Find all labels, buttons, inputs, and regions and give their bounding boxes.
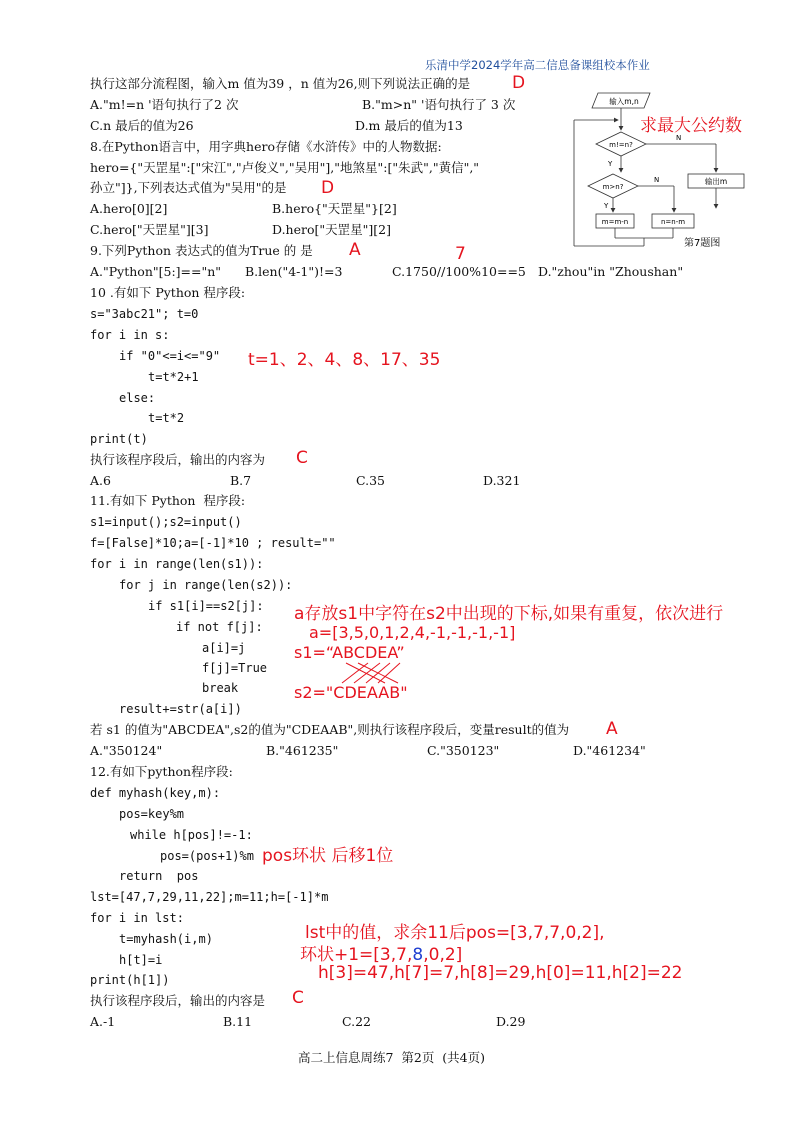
q12-option-b: B.11 xyxy=(223,1014,253,1029)
q12-code-line: for i in lst: xyxy=(90,911,184,925)
flow-yes-1: Y xyxy=(608,160,613,168)
q12-code-line: h[t]=i xyxy=(119,953,163,967)
q9-answer: A xyxy=(349,240,361,260)
flow-cond1-label: m!=n? xyxy=(609,141,633,149)
q12-note4: h[3]=47,h[7]=7,h[8]=29,h[0]=11,h[2]=22 xyxy=(318,963,683,983)
q12-answer: C xyxy=(292,988,304,1008)
q10-code-line: t=t*2+1 xyxy=(148,370,199,384)
q9-stem: 9.下列Python 表达式的值为True 的 是 xyxy=(90,243,313,258)
q7-stem: 执行这部分流程图，输入m 值为39 ，n 值为26,则下列说法正确的是 xyxy=(90,76,471,91)
q10-code-line: else: xyxy=(119,391,156,405)
q9-option-d: D."zhou"in "Zhoushan" xyxy=(538,264,684,279)
q10-stem: 10 .有如下 Python 程序段: xyxy=(90,285,246,300)
q11-code-line: a[i]=j xyxy=(202,641,246,655)
flow-cond2-label: m>n? xyxy=(602,183,624,191)
q10-code-line: t=t*2 xyxy=(148,411,185,425)
flow-input-label: 输入m,n xyxy=(609,97,639,106)
q10-note: t=1、2、4、8、17、35 xyxy=(248,350,441,370)
q11-option-c: C."350123" xyxy=(427,743,500,758)
q11-option-d: D."461234" xyxy=(573,743,646,758)
q12-option-c: C.22 xyxy=(342,1014,371,1029)
q8-line1: 8.在Python语言中，用字典hero存储《水浒传》中的人物数据: xyxy=(90,139,442,154)
q8-option-d: D.hero["天罡星"][2] xyxy=(272,222,391,237)
q11-code-line: s1=input();s2=input() xyxy=(90,515,242,529)
q7-option-c: C.n 最后的值为26 xyxy=(90,118,194,133)
flow-no-2: N xyxy=(654,176,660,184)
q12-note3-highlight: 8 xyxy=(412,945,424,965)
q12-code-line: print(h[1]) xyxy=(90,973,170,987)
q10-code-line: if "0"<=i<="9" xyxy=(119,349,221,363)
q11-note3: s1=“ABCDEA” xyxy=(294,643,405,662)
q10-option-b: B.7 xyxy=(230,473,252,488)
q11-matching-lines xyxy=(340,662,420,684)
flow-op1-label: m=m-n xyxy=(601,218,629,226)
q11-note2: a=[3,5,0,1,2,4,-1,-1,-1,-1] xyxy=(309,623,516,642)
q12-code-line: def myhash(key,m): xyxy=(90,786,221,800)
q12-code-line: while h[pos]!=-1: xyxy=(130,828,253,842)
q12-code-line: lst=[47,7,29,11,22];m=11;h=[-1]*m xyxy=(90,890,329,904)
q12-code-line: pos=key%m xyxy=(119,807,185,821)
q11-stem: 11.有如下 Python 程序段: xyxy=(90,493,246,508)
q11-code-line: for i in range(len(s1)): xyxy=(90,557,264,571)
q12-option-d: D.29 xyxy=(496,1014,526,1029)
q11-code-line: f=[False]*10;a=[-1]*10 ; result="" xyxy=(90,536,336,550)
q11-result: 若 s1 的值为"ABCDEA",s2的值为"CDEAAB",则执行该程序段后，变量result的值为 xyxy=(90,722,570,737)
flow-yes-2: Y xyxy=(604,202,609,210)
q11-code-line: if not f[j]: xyxy=(176,620,263,634)
q7-answer: D xyxy=(512,73,526,93)
q11-code-line: for j in range(len(s2)): xyxy=(119,578,293,592)
q12-stem: 12.有如下python程序段: xyxy=(90,764,233,779)
q12-code-line: return pos xyxy=(119,869,199,883)
q7-option-a: A."m!=n '语句执行了2 次 xyxy=(90,97,239,112)
page-header: 乐清中学2024学年高二信息备课组校本作业 xyxy=(425,58,650,72)
q11-note4: s2="CDEAAB" xyxy=(294,683,408,702)
q7-option-d: D.m 最后的值为13 xyxy=(355,118,463,133)
q8-option-c: C.hero["天罡星"][3] xyxy=(90,222,209,237)
q12-note3-part1: 环状+1=[3,7, xyxy=(300,945,413,965)
q10-option-c: C.35 xyxy=(356,473,385,488)
q11-note1: a存放s1中字符在s2中出现的下标,如果有重复，依次进行 xyxy=(294,604,724,624)
q10-result: 执行该程序段后，输出的内容为 xyxy=(90,452,266,467)
q12-note3-part3: ,0,2] xyxy=(423,945,463,965)
q12-note3 xyxy=(300,940,462,965)
q8-line3: 孙立"]},下列表达式值为"吴用"的是 xyxy=(90,180,287,195)
q12-option-a: A.-1 xyxy=(90,1014,116,1029)
q8-answer: D xyxy=(321,178,335,198)
q9-option-a: A."Python"[5:]=="n" xyxy=(90,264,222,279)
flow-caption: 第7题图 xyxy=(684,238,721,249)
q10-option-a: A.6 xyxy=(90,473,111,488)
q9-note: 7 xyxy=(455,244,466,264)
q7-option-b: B."m>n" '语句执行了 3 次 xyxy=(362,97,516,112)
q9-option-b: B.len("4-1")!=3 xyxy=(245,264,343,279)
flow-no-1: N xyxy=(676,134,682,142)
q10-option-d: D.321 xyxy=(483,473,521,488)
q12-code-line: pos=(pos+1)%m xyxy=(160,849,254,863)
flow-output-label: 输出m xyxy=(704,177,728,186)
q11-option-a: A."350124" xyxy=(90,743,163,758)
q12-note1: pos环状 后移1位 xyxy=(262,846,394,866)
q12-code-line: t=myhash(i,m) xyxy=(119,932,213,946)
q11-code-line: break xyxy=(202,681,239,695)
q11-code-line: f[j]=True xyxy=(202,661,268,675)
page-footer: 高二上信息周练7 第2页 (共4页) xyxy=(298,1050,486,1065)
q12-result: 执行该程序段后，输出的内容是 xyxy=(90,993,266,1008)
flowchart-note: 求最大公约数 xyxy=(640,116,742,136)
q8-option-a: A.hero[0][2] xyxy=(90,201,168,216)
q10-answer: C xyxy=(296,448,308,468)
q8-option-b: B.hero{"天罡星"}[2] xyxy=(272,201,397,216)
q10-code-line: print(t) xyxy=(90,432,148,446)
q11-option-b: B."461235" xyxy=(266,743,339,758)
q12-note2: lst中的值，求余11后pos=[3,7,7,0,2], xyxy=(305,923,605,943)
q11-code-line: result+=str(a[i]) xyxy=(119,702,242,716)
q11-code-line: if s1[i]==s2[j]: xyxy=(148,599,264,613)
q8-line2: hero={"天罡星":["宋江","卢俊义","吴用"],"地煞星":["朱武","黄信"," xyxy=(90,160,480,175)
q10-code-line: s="3abc21"; t=0 xyxy=(90,307,199,321)
q11-answer: A xyxy=(606,719,618,739)
q9-option-c: C.1750//100%10==5 xyxy=(392,264,526,279)
q10-code-line: for i in s: xyxy=(90,328,170,342)
flow-op2-label: n=n-m xyxy=(660,218,686,226)
